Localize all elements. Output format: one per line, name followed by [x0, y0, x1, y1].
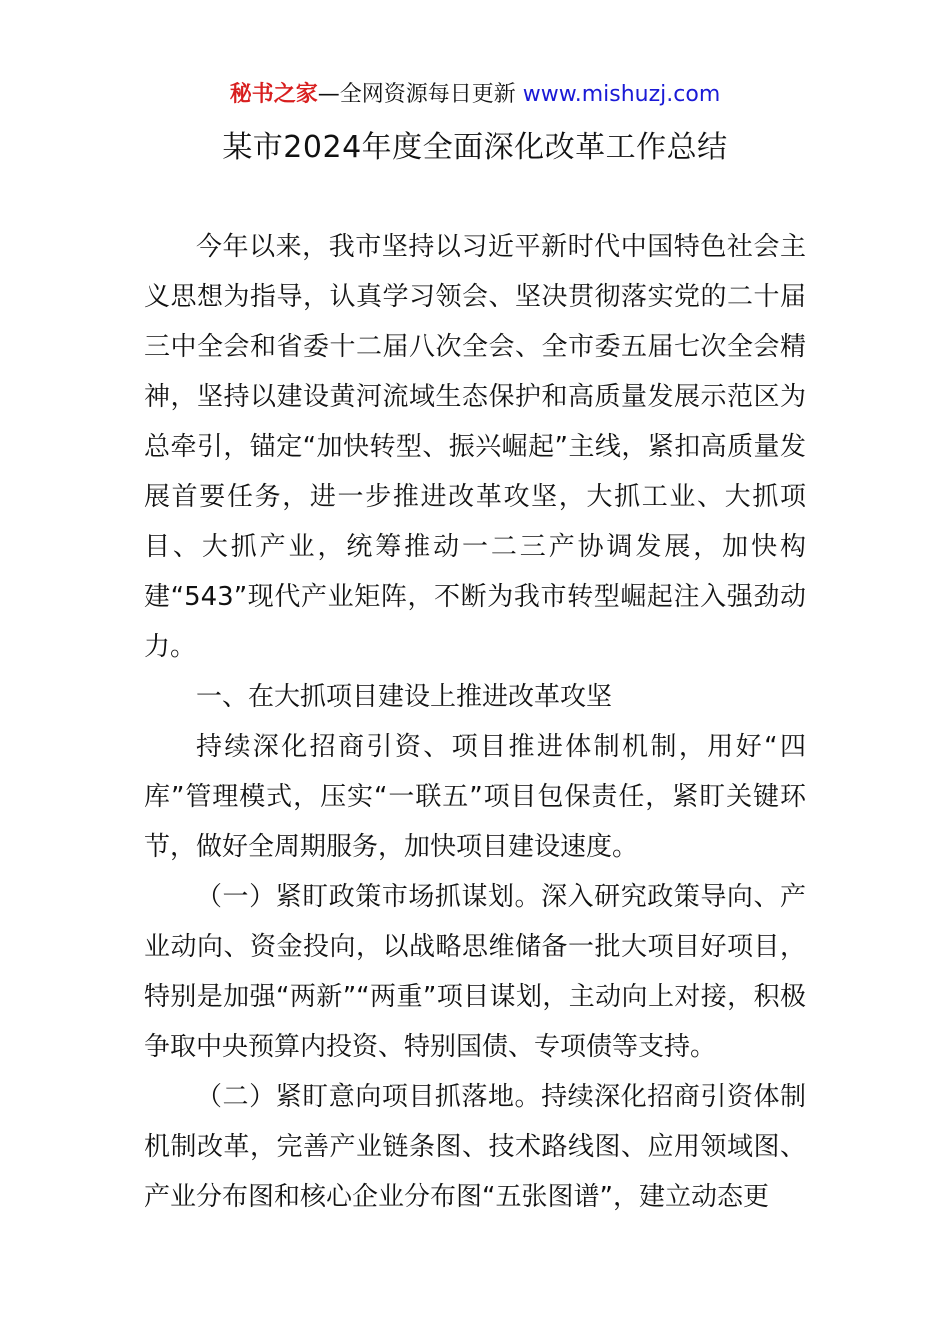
site-tagline: —全网资源每日更新 [317, 82, 516, 107]
paragraph-item-2: （二）紧盯意向项目抓落地。持续深化招商引资体制机制改革，完善产业链条图、技术路线图、应用领域图、产业分布图和核心企业分布图“五张图谱”，建立动态更 [144, 1082, 806, 1212]
document-body [144, 222, 806, 1222]
document-title: 某市2024年度全面深化改革工作总结 [222, 130, 728, 165]
section-heading-1: 一、在大抓项目建设上推进改革攻坚 [196, 682, 613, 712]
site-url-link[interactable]: www.mishuzj.com [522, 82, 721, 107]
paragraph-section-1-summary: 持续深化招商引资、项目推进体制机制，用好“四库”管理模式，压实“一联五”项目包保责任，紧盯关键环节，做好全周期服务，加快项目建设速度。 [144, 732, 806, 862]
site-brand: 秘书之家 [229, 82, 318, 107]
paragraph-item-1: （一）紧盯政策市场抓谋划。深入研究政策导向、产业动向、资金投向，以战略思维储备一批大项目好项目，特别是加强“两新”“两重”项目谋划，主动向上对接，积极争取中央预算内投资、特别国债、专项债等支持。 [144, 882, 806, 1062]
site-header [0, 80, 950, 110]
paragraph-intro: 今年以来，我市坚持以习近平新时代中国特色社会主义思想为指导，认真学习领会、坚决贯彻落实党的二十届三中全会和省委十二届八次全会、全市委五届七次全会精神，坚持以建设黄河流域生态保护和高质量发展示范区为总牵引，锚定“加快转型、振兴崛起”主线，紧扣高质量发展首要任务，进一步推进改革攻坚，大抓工业、大抓项目、大抓产业，统筹推动一二三产协调发展，加快构建“543”现代产业矩阵，不断为我市转型崛起注入强劲动力。 [144, 232, 806, 662]
